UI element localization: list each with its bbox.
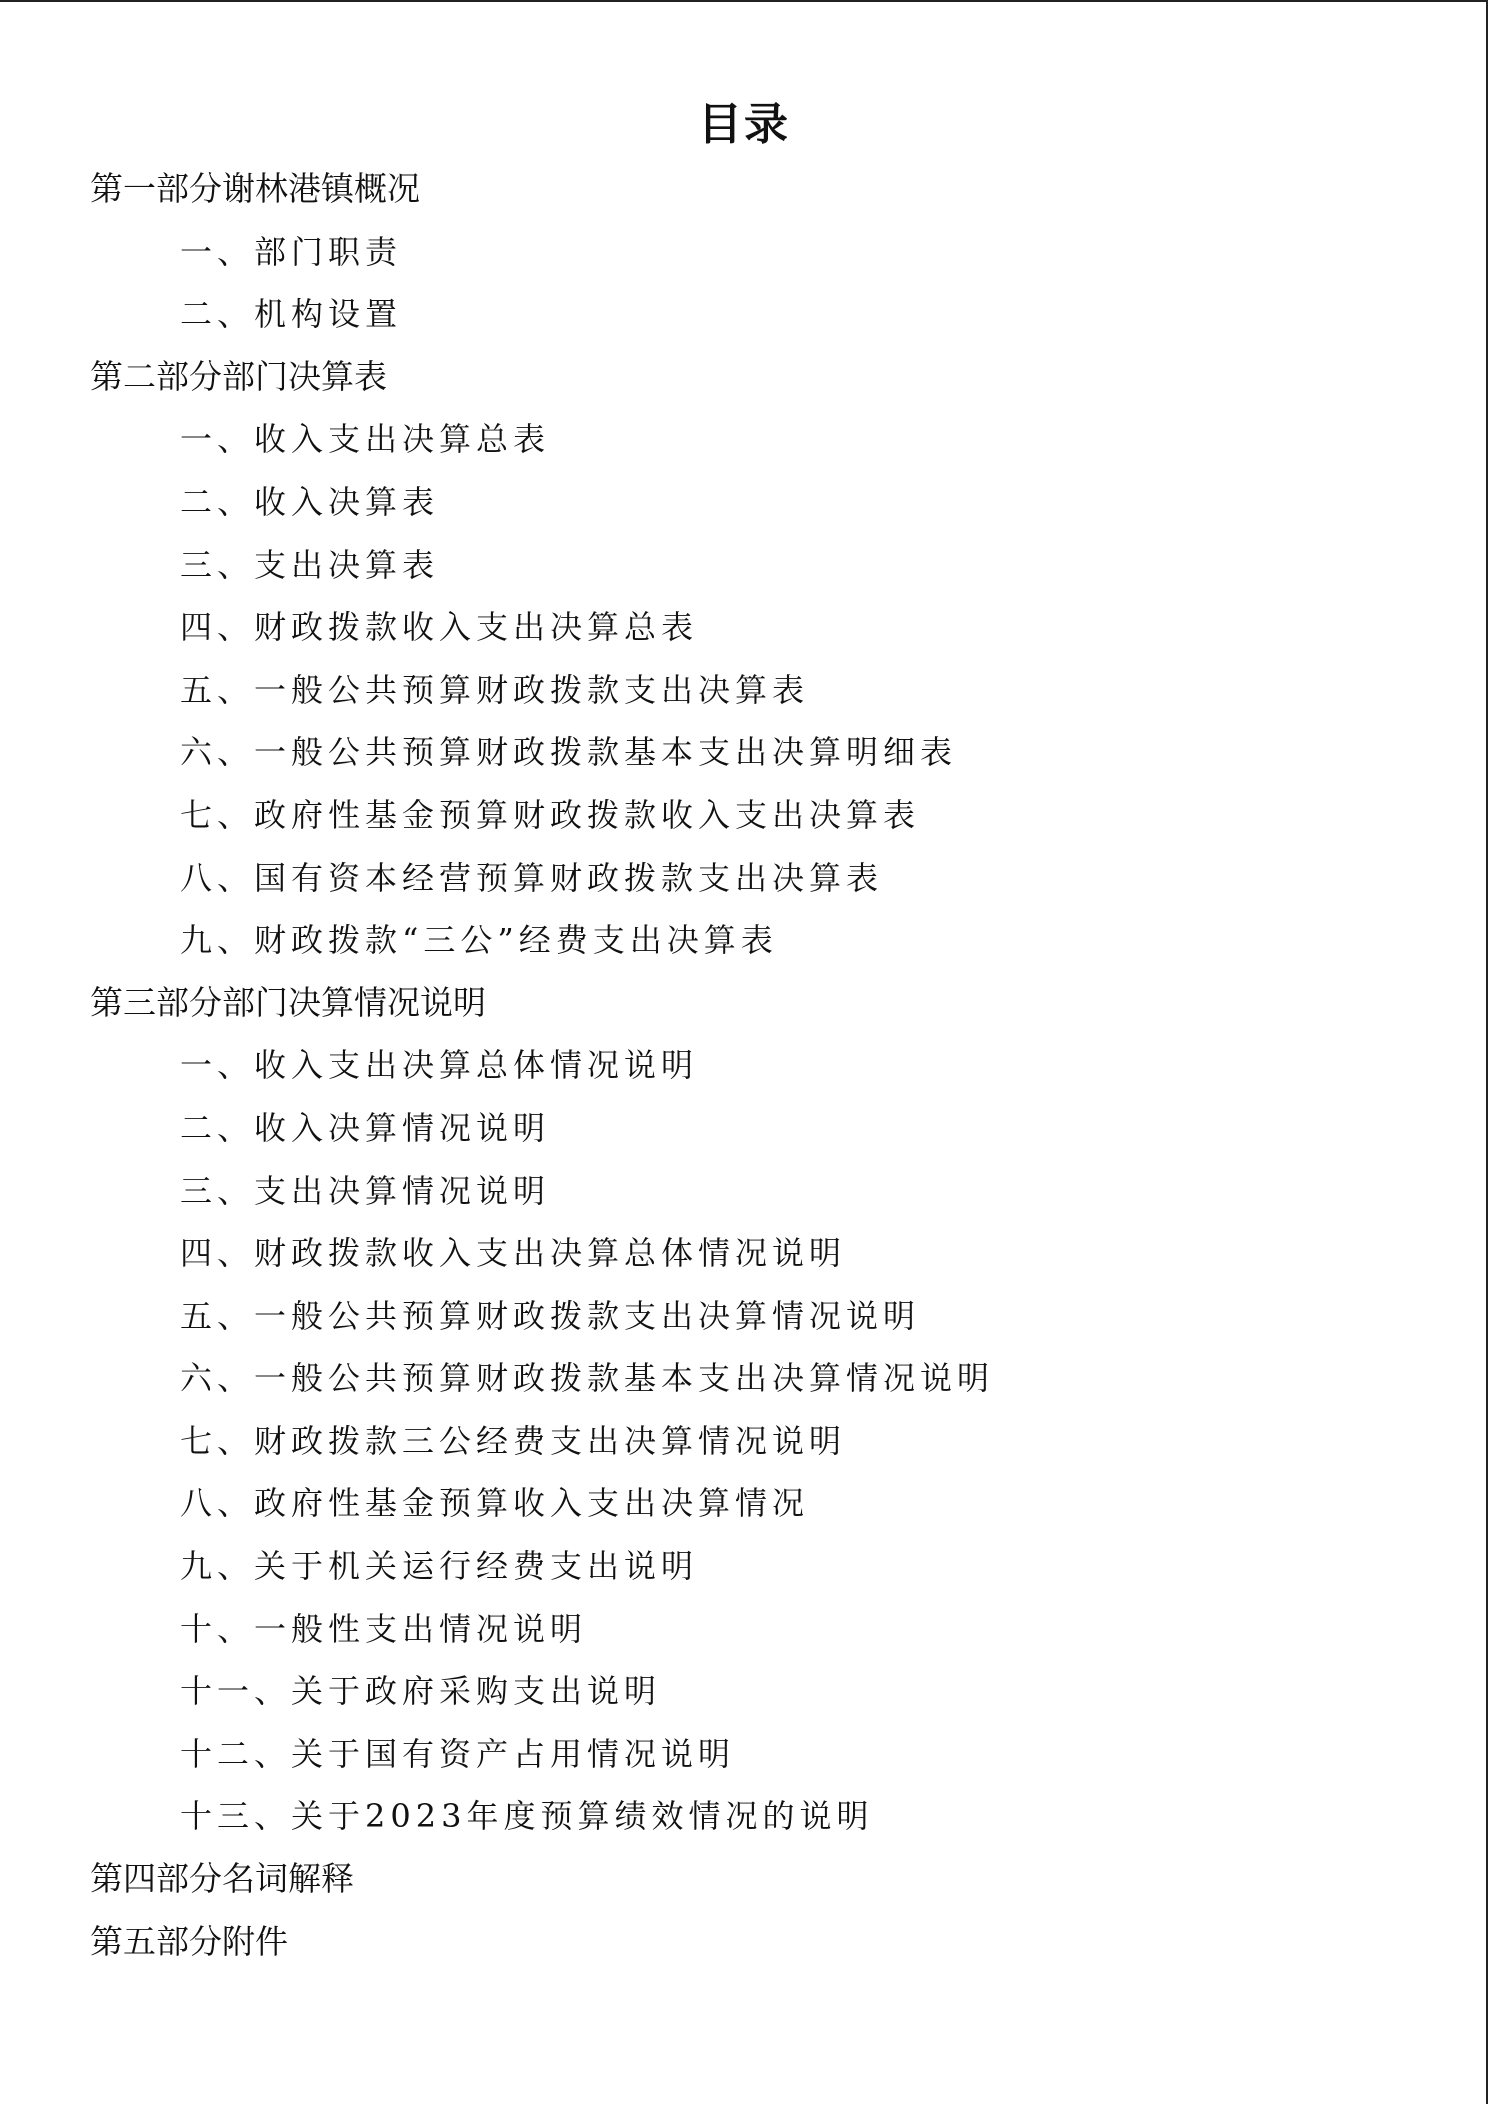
toc-entry[interactable]: 八、国有资本经营预算财政拨款支出决算表 bbox=[180, 858, 884, 897]
toc-entry[interactable]: 二、机构设置 bbox=[180, 295, 403, 334]
toc-entry[interactable]: 二、收入决算表 bbox=[180, 482, 440, 521]
toc-entry[interactable]: 一、收入支出决算总表 bbox=[180, 420, 551, 459]
toc-section-heading[interactable]: 第四部分名词解释 bbox=[90, 1859, 354, 1899]
toc-section-heading[interactable]: 第二部分部门决算表 bbox=[90, 356, 387, 396]
toc-entry[interactable]: 七、财政拨款三公经费支出决算情况说明 bbox=[180, 1421, 847, 1460]
toc-entry[interactable]: 十三、关于2023年度预算绩效情况的说明 bbox=[180, 1797, 874, 1836]
toc-entry[interactable]: 六、一般公共预算财政拨款基本支出决算明细表 bbox=[180, 733, 958, 772]
toc-entry[interactable]: 一、部门职责 bbox=[180, 232, 403, 271]
toc-entry[interactable]: 四、财政拨款收入支出决算总表 bbox=[180, 608, 699, 647]
toc-entry[interactable]: 三、支出决算情况说明 bbox=[180, 1171, 551, 1210]
toc-entry[interactable]: 二、收入决算情况说明 bbox=[180, 1108, 551, 1147]
toc-entry[interactable]: 四、财政拨款收入支出决算总体情况说明 bbox=[180, 1234, 847, 1273]
toc-entry[interactable]: 十二、关于国有资产占用情况说明 bbox=[180, 1734, 736, 1773]
page-title: 目录 bbox=[698, 99, 790, 150]
toc-entry[interactable]: 九、关于机关运行经费支出说明 bbox=[180, 1547, 699, 1586]
toc-entry[interactable]: 七、政府性基金预算财政拨款收入支出决算表 bbox=[180, 795, 921, 834]
toc-entry[interactable]: 五、一般公共预算财政拨款支出决算表 bbox=[180, 670, 810, 709]
toc-entry[interactable]: 一、收入支出决算总体情况说明 bbox=[180, 1046, 699, 1085]
table-of-contents bbox=[90, 158, 1430, 1973]
toc-entry[interactable]: 五、一般公共预算财政拨款支出决算情况说明 bbox=[180, 1296, 921, 1335]
page-border-top bbox=[0, 0, 1488, 2]
toc-entry[interactable]: 六、一般公共预算财政拨款基本支出决算情况说明 bbox=[180, 1359, 995, 1398]
toc-entry[interactable]: 九、财政拨款“三公”经费支出决算表 bbox=[180, 921, 778, 960]
toc-entry[interactable]: 十一、关于政府采购支出说明 bbox=[180, 1672, 662, 1711]
toc-section-heading[interactable]: 第一部分谢林港镇概况 bbox=[90, 169, 420, 208]
toc-entry[interactable]: 三、支出决算表 bbox=[180, 545, 440, 584]
toc-entry[interactable]: 十、一般性支出情况说明 bbox=[180, 1609, 588, 1648]
toc-entry[interactable]: 八、政府性基金预算收入支出决算情况 bbox=[180, 1484, 810, 1523]
toc-section-heading[interactable]: 第三部分部门决算情况说明 bbox=[90, 982, 486, 1022]
toc-section-heading[interactable]: 第五部分附件 bbox=[90, 1921, 288, 1961]
